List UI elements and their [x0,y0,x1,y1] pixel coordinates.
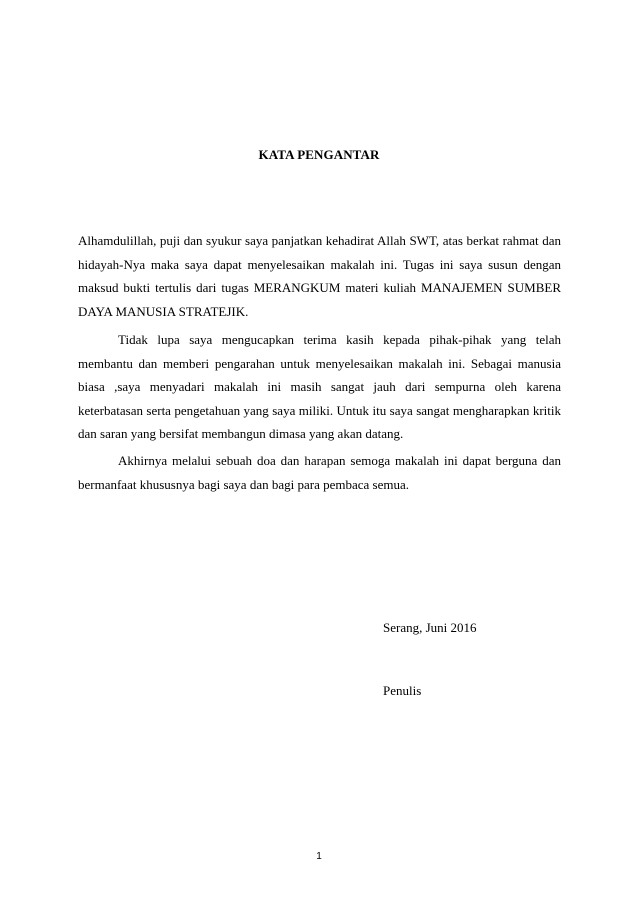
signature-role: Penulis [383,683,422,698]
paragraph-closing: Akhirnya melalui sebuah doa dan harapan semoga makalah ini dapat berguna dan bermanfaat khususnya bagi saya dan bagi para pembaca semua. [78,453,561,492]
paragraph-opening: Alhamdulillah, puji dan syukur saya panjatkan kehadirat Allah SWT, atas berkat rahmat dan hidayah-Nya maka saya dapat menyelesaikan makalah ini. Tugas ini saya susun dengan maksud bukti tertulis dari tugas MERANGKUM materi kuliah MANAJEMEN SUMBER DAYA MANUSIA STRATEJIK. [78,233,561,319]
paragraph-acknowledgement: Tidak lupa saya mengucapkan terima kasih kepada pihak-pihak yang telah membantu dan memberi pengarahan untuk menyelesaikan makalah ini. Sebagai manusia biasa ,saya menyadari makalah ini masih sangat jauh dari sempurna oleh karena keterbatasan serta pengetahuan yang saya miliki. Untuk itu saya sangat mengharapkan kritik dan saran yang bersifat membangun dimasa yang akan datang. [78,332,561,442]
page-number: 1 [316,851,322,862]
signature-place-date: Serang, Juni 2016 [383,620,477,635]
page-title: KATA PENGANTAR [258,147,380,162]
